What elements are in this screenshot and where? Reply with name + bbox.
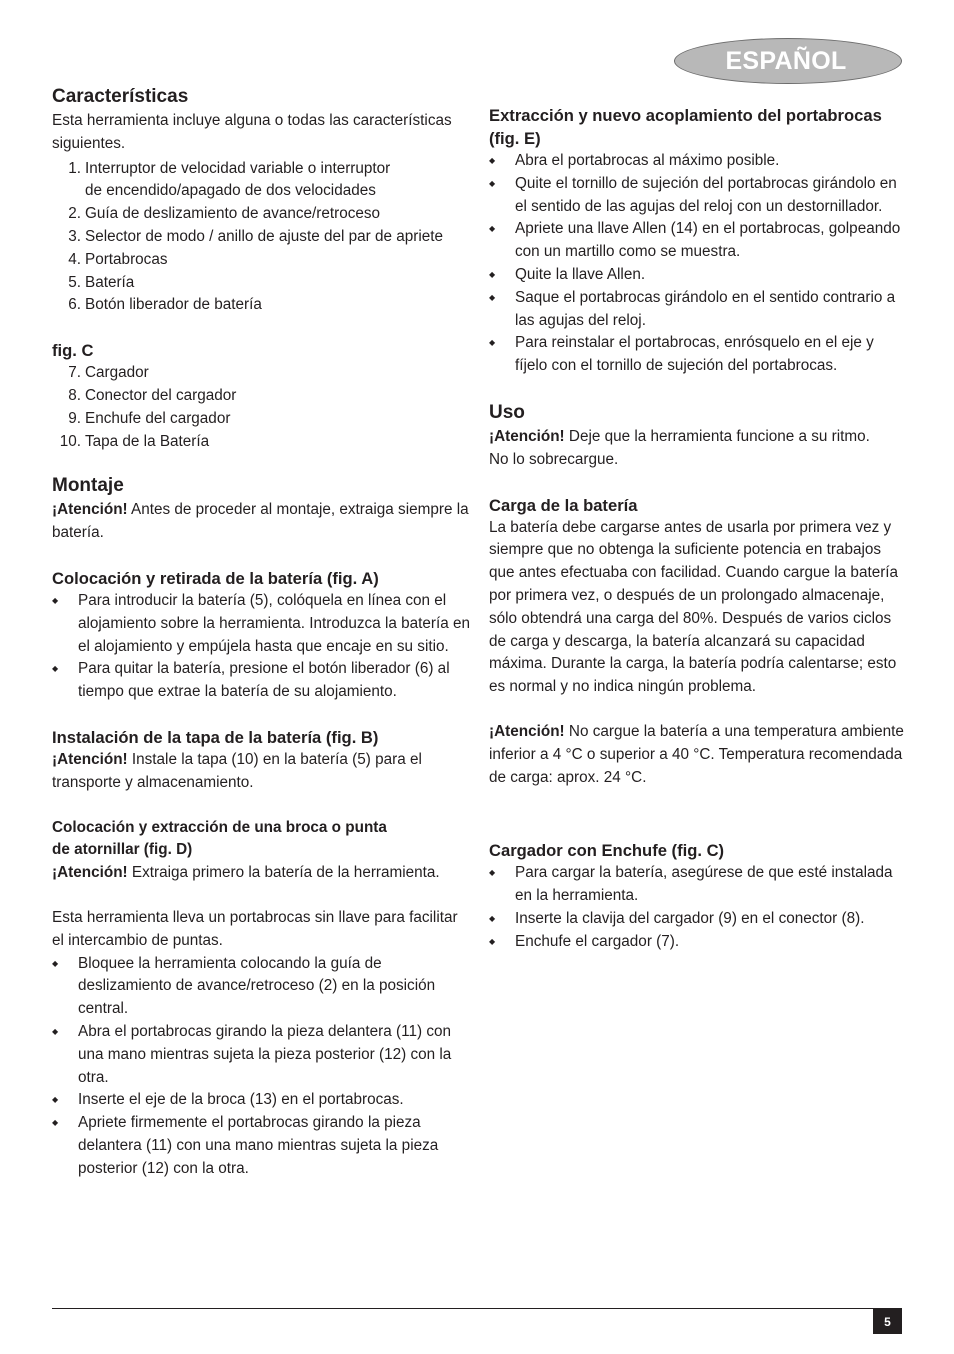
tapa-warning: ¡Atención! Instale la tapa (10) en la batería (5) para el transporte y almacenamiento. — [52, 750, 422, 791]
bullet-icon: ◆ — [52, 664, 59, 674]
list-item: ◆ Saque el portabrocas girándolo en el sentido contrario a las agujas del reloj. — [489, 287, 907, 333]
broca-warning: ¡Atención! Extraiga primero la batería de la herramienta. — [52, 864, 440, 882]
bullet-icon: ◆ — [52, 958, 59, 968]
bullet-icon: ◆ — [489, 224, 496, 234]
bullet-icon: ◆ — [52, 1026, 59, 1036]
language-badge — [674, 38, 902, 84]
bullet-icon: ◆ — [52, 1118, 59, 1128]
bullet-icon: ◆ — [489, 178, 496, 188]
features-intro: Esta herramienta incluye alguna o todas las características siguientes. — [52, 112, 452, 152]
montaje-heading: Montaje — [52, 475, 124, 497]
page-number: 5 — [873, 1309, 902, 1334]
list-item: ◆ Quite el tornillo de sujeción del portabrocas girándolo en el sentido de las agujas del reloj con un destornillador. — [489, 173, 907, 219]
list-item: 2. Guía de deslizamiento de avance/retroceso — [68, 205, 381, 223]
uso-warning-line2: No lo sobrecargue. — [489, 450, 619, 468]
bullet-icon: ◆ — [489, 913, 496, 923]
fig-c-heading: fig. C — [52, 341, 94, 361]
list-item: ◆ Apriete firmemente el portabrocas girando la pieza delantera (11) con una mano mientras sujeta la pieza posterior (12) con la otra. — [52, 1112, 470, 1180]
list-item: 8. Conector del cargador — [68, 386, 237, 404]
list-item: ◆ Apriete una llave Allen (14) en el portabrocas, golpeando con un martillo como se muestra. — [489, 218, 907, 264]
bullet-icon: ◆ — [489, 936, 496, 946]
warning-label: ¡Atención! — [489, 722, 565, 740]
bateria-list — [52, 590, 470, 704]
list-item: 7. Cargador — [68, 364, 149, 382]
warning-label: ¡Atención! — [489, 427, 565, 445]
list-item: 6. Botón liberador de batería — [68, 296, 262, 314]
list-item: 5. Batería — [68, 273, 135, 291]
extraccion-list — [489, 150, 907, 378]
fig-c-list — [52, 362, 470, 453]
list-item: 4. Portabrocas — [68, 250, 168, 268]
features-list — [52, 158, 470, 318]
list-item: ◆ Abra el portabrocas girando la pieza delantera (11) con una mano mientras sujeta la pieza posterior (12) con la otra. — [52, 1021, 470, 1089]
uso-heading: Uso — [489, 401, 525, 423]
list-item: ◆ Para quitar la batería, presione el botón liberador (6) al tiempo que extrae la batería de su alojamiento. — [52, 658, 470, 704]
list-item: 3. Selector de modo / anillo de ajuste del par de apriete — [68, 227, 444, 245]
right-column — [489, 104, 907, 954]
list-item: ◆ Para reinstalar el portabrocas, enrósquelo en el eje y fíjelo con el tornillo de sujeción del portabrocas. — [489, 332, 907, 378]
list-item: ◆ Para cargar la batería, asegúrese de que esté instalada en la herramienta. — [489, 862, 907, 908]
carga-heading: Carga de la batería — [489, 495, 638, 515]
bullet-icon: ◆ — [52, 1095, 59, 1105]
bullet-icon: ◆ — [52, 595, 59, 605]
broca-heading: Colocación y extracción de una broca o punta de atornillar (fig. D) — [52, 818, 387, 859]
list-item: ◆ Bloquee la herramienta colocando la guía de deslizamiento de avance/retroceso (2) en la posición central. — [52, 953, 470, 1021]
bullet-icon: ◆ — [489, 292, 496, 302]
list-item: ◆ Inserte el eje de la broca (13) en el portabrocas. — [52, 1089, 470, 1112]
bullet-icon: ◆ — [489, 868, 496, 878]
list-item: ◆ Abra el portabrocas al máximo posible. — [489, 150, 907, 173]
bullet-icon: ◆ — [489, 269, 496, 279]
list-item: ◆ Quite la llave Allen. — [489, 264, 907, 287]
list-item: ◆ Inserte la clavija del cargador (9) en el conector (8). — [489, 908, 907, 931]
extraccion-heading: Extracción y nuevo acoplamiento del portabrocas (fig. E) — [489, 106, 882, 148]
cargador-list — [489, 862, 907, 953]
bateria-heading: Colocación y retirada de la batería (fig. A) — [52, 568, 379, 588]
bullet-icon: ◆ — [489, 156, 496, 165]
language-label: ESPAÑOL — [725, 46, 847, 75]
tapa-heading: Instalación de la tapa de la batería (fig. B) — [52, 727, 379, 747]
footer-divider — [52, 1308, 902, 1309]
features-heading: Características — [52, 86, 189, 107]
list-item: ◆ Para introducir la batería (5), colóquela en línea con el alojamiento sobre la herramienta. Introduzca la batería en el alojamiento y empújela hasta que encaje en su sitio. — [52, 590, 470, 658]
uso-warning: ¡Atención! Deje que la herramienta funcione a su ritmo. — [489, 427, 870, 445]
list-item: ◆ Enchufe el cargador (7). — [489, 931, 907, 954]
list-item: 1. Interruptor de velocidad variable o interruptor de encendido/apagado de dos velocidades — [68, 159, 391, 200]
broca-paragraph: Esta herramienta lleva un portabrocas sin llave para facilitar el intercambio de puntas. — [52, 908, 458, 949]
carga-paragraph: La batería debe cargarse antes de usarla por primera vez y siempre que no obtenga la suficiente potencia en trabajos que antes efectuaba con facilidad. Cuando cargue la batería por primera vez, o después de un prolongado almacenaje, sólo obtendrá una carga del 80%. Después de varios ciclos de carga y descarga, la batería alcanzará su capacidad máxima. Durante la carga, la batería podría calentarse; esto es normal y no indica ningún problema. — [489, 518, 899, 696]
cargador-heading: Cargador con Enchufe (fig. C) — [489, 841, 725, 861]
broca-list — [52, 953, 470, 1181]
left-column — [52, 84, 470, 1180]
list-item: 10. Tapa de la Batería — [59, 432, 210, 450]
montaje-warning: ¡Atención! Antes de proceder al montaje, extraiga siempre la batería. — [52, 501, 469, 542]
bullet-icon: ◆ — [489, 338, 496, 348]
warning-label: ¡Atención! — [52, 750, 128, 768]
warning-label: ¡Atención! — [52, 501, 128, 519]
list-item: 9. Enchufe del cargador — [68, 409, 231, 427]
warning-label: ¡Atención! — [52, 864, 128, 882]
carga-warning: ¡Atención! No cargue la batería a una temperatura ambiente inferior a 4 °C o superior a 40 °C. Temperatura recomendada de carga: aprox. 24 °C. — [489, 722, 904, 786]
